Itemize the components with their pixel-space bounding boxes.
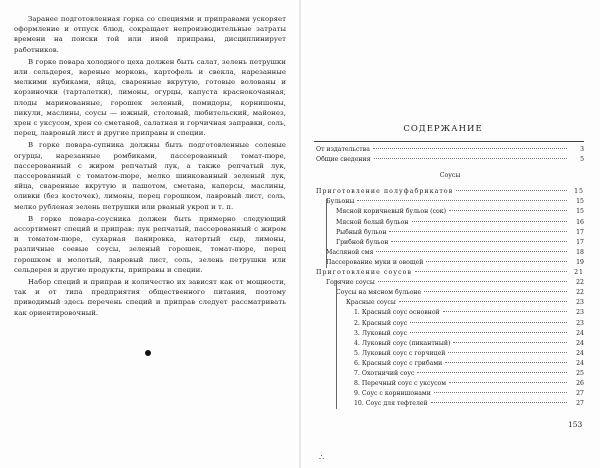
toc-entry-page: 15 [576, 208, 584, 216]
toc-entry-title: 3. Луковый соус [354, 329, 408, 337]
toc-entry-page: 15 [574, 188, 584, 196]
toc-entry-title: Соусы на мясном бульоне [336, 289, 422, 297]
toc-entry-page: 25 [576, 369, 584, 377]
dot-leader [434, 392, 567, 393]
dot-leader [445, 362, 567, 363]
toc-entry-title: Общие сведения [316, 156, 371, 164]
dot-leader [410, 332, 567, 333]
dot-leader [417, 372, 567, 373]
toc-entry-page: 17 [576, 238, 584, 246]
paragraph: В горке повара-супника должны быть подготовленные соленые огурцы, нарезанные ромбиками, пассерованный томат-пюре, пассерованный с жиром репчатый лук, а также репчатый лук, пассерованный с томатом-пюре, мелко шинкованный зеленый лук, яйца, сваренные вкрутую и пашотом, сметана, каперсы, маслины, оливки (без косточек), лимоны, перец горошком, лавровый лист, соль, мелко рубленая зелень петрушки или рваный укроп и т. п. [14, 141, 286, 211]
toc-entry-title: Соусы [439, 172, 461, 180]
toc-entry-title: 7. Охотничий соус [354, 369, 415, 377]
paragraph: Заранее подготовленная горка со специями и приправами ускоряет оформление и отпуск блюд, сокращает непроизводительные затраты времени на поиски той или иной приправы, дисциплинирует работников. [14, 15, 286, 54]
right-page [314, 0, 588, 468]
dot-leader [399, 301, 567, 302]
toc-entry-title: 6. Красный соус с грибами [354, 359, 443, 367]
toc-entry [314, 288, 584, 298]
toc-entry-title: Горячие соусы [326, 279, 375, 287]
ink-dot [145, 350, 151, 356]
toc-entry-title: Масляной смя [326, 248, 374, 256]
dot-leader [376, 251, 567, 252]
toc-entry-page: 16 [576, 218, 584, 226]
page-number: 153 [568, 420, 583, 429]
dot-leader [431, 402, 567, 403]
toc-entry-page: 5 [580, 156, 584, 164]
toc-entry-title: 10. Соус для тефтелей [354, 400, 428, 408]
dot-leader [426, 261, 567, 262]
dot-leader [391, 241, 567, 242]
toc-entry [314, 197, 584, 207]
toc-entry-page: 18 [576, 248, 584, 256]
dot-leader [448, 352, 567, 353]
toc-entry-title: 2. Красный соус [354, 319, 408, 327]
toc-entry-title: Пассерование муки и овощей [326, 258, 424, 266]
toc-entry-title: От издательства [316, 146, 370, 153]
dot-leader [443, 311, 567, 312]
toc-entry [314, 268, 584, 278]
dot-leader [456, 190, 567, 191]
toc-entry-page: 27 [576, 390, 584, 398]
toc-entry-title: Приготовление полуфабрикатов [316, 188, 454, 196]
toc-entry-page: 22 [576, 279, 584, 287]
toc-hierarchy-line [336, 280, 337, 409]
toc-entry [314, 339, 584, 349]
toc-entry [314, 399, 584, 409]
toc-entry-page: 15 [576, 198, 584, 206]
toc-entry [314, 171, 584, 181]
toc-entry-page: 24 [576, 349, 584, 357]
toc-entry [314, 359, 584, 369]
toc-entry [314, 379, 584, 389]
toc-entry [314, 145, 584, 155]
toc-entry [314, 218, 584, 228]
dot-leader [373, 148, 567, 149]
toc-entry-page: 26 [576, 380, 584, 388]
toc-entry-title: 4. Луковый соус (пикантный) [354, 339, 451, 347]
toc-entry-title: 1. Красный соус основной [354, 309, 440, 317]
toc-entry-title: Красные соусы [346, 299, 396, 307]
toc-entry-title: Рыбный бульон [336, 228, 387, 236]
toc-entry [314, 155, 584, 165]
toc-entry-page: 22 [576, 289, 584, 297]
toc-entry-page: 23 [576, 299, 584, 307]
toc-entry [314, 278, 584, 288]
paragraph: В горке повара холодного цеха должен быть салат, зелень петрушки или сельдерея, вареные морковь, картофель и свекла, нарезанные мелкими кубиками, яйца, сваренные вкрутую, готовые волованы и корзиночки (тарталетки), лимоны, огурцы, капуста краснокочанная, плоды маринованные, горошек зеленый, помидоры, корнишоны, пикули, маслины, соусы — южный, столовый, любительский, майонез, хрен с уксусом, хрен со сметаной, салатная и горчичная заправки, соль, перец, лавровый лист и другие приправы и специи. [14, 57, 286, 138]
toc-entry-title: 8. Перечный соус с уксусом [354, 380, 447, 388]
toc-entry [314, 308, 584, 318]
table-of-contents [314, 145, 584, 409]
toc-entry-page: 27 [576, 400, 584, 408]
dot-leader [410, 322, 567, 323]
toc-entry [314, 187, 584, 197]
toc-entry-page: 23 [576, 319, 584, 327]
dot-leader [453, 342, 567, 343]
dot-leader [389, 231, 567, 232]
dot-leader [449, 382, 567, 383]
dot-leader [449, 210, 567, 211]
toc-entry-page: 17 [576, 228, 584, 236]
toc-entry [314, 228, 584, 238]
dot-leader [378, 281, 567, 282]
toc-rule [314, 141, 584, 142]
dot-leader [415, 271, 567, 272]
toc-entry-title: 9. Соус с корнишонами [354, 390, 431, 398]
toc-entry-page: 24 [576, 329, 584, 337]
toc-entry [314, 248, 584, 258]
toc-entry [314, 349, 584, 359]
toc-entry [314, 369, 584, 379]
toc-heading: СОДЕРЖАНИЕ [403, 124, 483, 134]
toc-entry-title: Приготовление соусов [316, 269, 413, 277]
toc-entry-title: Мясной коричневый бульон (сок) [336, 208, 447, 216]
paragraph: В горке повара-соусника должен быть примерно следующий ассортимент специй и приправ: лук репчатый, пассерованный с жиром и томатом-пюре, сухарная панировка, натертый сыр, лимоны, различные соевые соусы, зеленый горошек, томат-пюре, перец горошком и молотый, лавровый лист, соль, зелень петрушки или сельдерея и другие продукты, приправы и специи. [14, 214, 286, 274]
left-page [14, 14, 286, 320]
dot-leader [374, 158, 567, 159]
dot-leader [412, 221, 568, 222]
toc-entry [314, 238, 584, 248]
toc-entry-page: 24 [576, 339, 584, 347]
dot-leader [357, 200, 567, 201]
scan-mark: ∴ [319, 453, 325, 462]
toc-entry [314, 298, 584, 308]
toc-entry-page: 24 [576, 359, 584, 367]
toc-entry [314, 258, 584, 268]
toc-entry-title: 5. Луковый соус с горчицей [354, 349, 446, 357]
paragraph: Набор специй и приправ и количество их зависят как от мощности, так и от типа предприятия общественного питания, поэтому приводимый здесь перечень специй и приправ следует рассматривать как ориентировочный. [14, 278, 286, 317]
dot-leader [424, 291, 567, 292]
toc-entry-page: 19 [576, 258, 584, 266]
book-gutter [299, 0, 301, 468]
toc-entry [314, 329, 584, 339]
toc-entry [314, 389, 584, 399]
toc-entry [314, 207, 584, 217]
toc-entry-page: 21 [574, 269, 584, 277]
toc-entry-page: 3 [580, 146, 584, 153]
toc-entry-title: Грибной бульон [336, 238, 389, 246]
toc-entry [314, 319, 584, 329]
toc-entry-title: Бульоны [326, 198, 355, 206]
toc-entry-page: 23 [576, 309, 584, 317]
toc-hierarchy-line [326, 199, 327, 268]
toc-entry-title: Мясной белый бульон [336, 218, 409, 226]
